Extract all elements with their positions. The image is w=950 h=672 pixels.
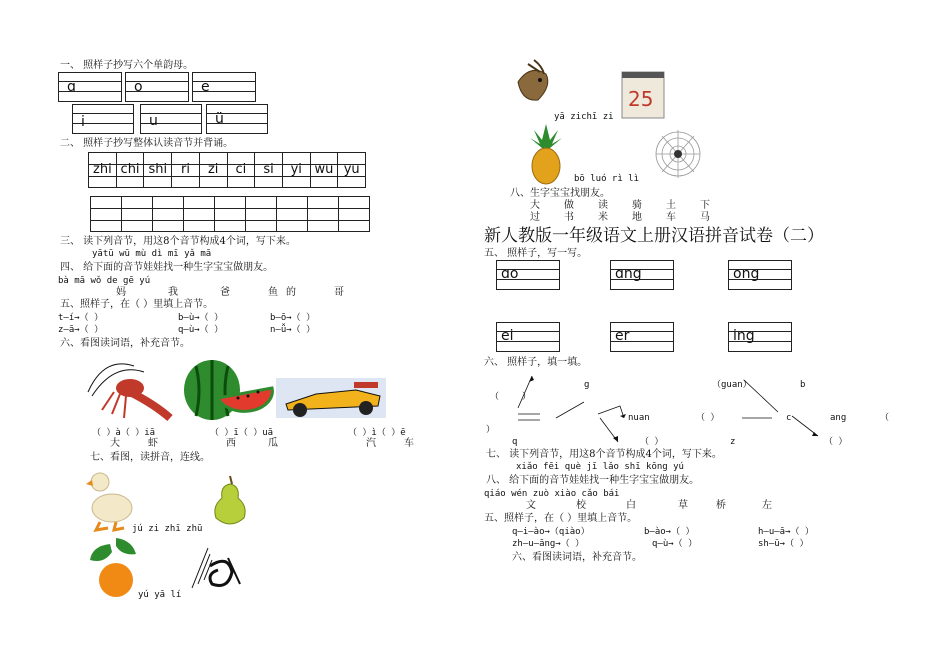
orange-picture (88, 534, 140, 600)
fill-item: q—i—ào→（qiào） (512, 527, 590, 537)
final-sample: ei (501, 328, 514, 344)
image-pinyin-label: bō luó rì lì (574, 174, 640, 184)
word-char: 车 (404, 438, 414, 449)
syllable-cell: wu (311, 153, 339, 187)
char-friend: 土 (666, 200, 676, 211)
section-3-title: 三、 读下列音节，用这8个音节构成4个词，写下来。 (60, 236, 296, 247)
char-option: 草 (678, 500, 688, 511)
char-option: 白 (626, 500, 636, 511)
spider-picture (188, 544, 244, 594)
writing-grid (125, 72, 189, 102)
char-option: 的 (286, 287, 296, 298)
section-1-title: 一、 照样子抄写六个单韵母。 (60, 60, 194, 71)
char-friend: 车 (666, 212, 676, 223)
race-car-picture (276, 374, 388, 420)
fill-item: b—ō→（ ） (270, 313, 316, 323)
spider-web-picture (654, 124, 702, 186)
section-6-title: 六、看图读词语，补充音节。 (60, 338, 190, 349)
writing-grid (728, 260, 792, 290)
calendar-picture (620, 60, 668, 120)
diagram-paren: ） (486, 425, 496, 435)
final-sample: ɑng (615, 266, 642, 282)
word-char: 瓜 (268, 438, 278, 449)
char-option: 哥 (334, 287, 344, 298)
diagram-paren: ） (522, 392, 532, 402)
char-friend: 地 (632, 212, 642, 223)
section-7-title: 七、看图，读拼音，连线。 (90, 452, 210, 463)
word-char: 西 (226, 438, 236, 449)
section-4-pinyin: bà mā wǒ de gē yú (58, 276, 151, 286)
fill-item: h—u—ā→（ ） (758, 527, 814, 537)
char-friend: 马 (700, 212, 710, 223)
fill-item: q—ù→（ ） (652, 539, 698, 549)
pineapple-picture (524, 122, 568, 186)
diagram-b: b (800, 380, 806, 390)
char-option: 桥 (716, 500, 726, 511)
blank-pinyin: （ ）ī（ ）uā (210, 428, 274, 438)
char-friend: 骑 (632, 200, 642, 211)
writing-grid (496, 260, 560, 290)
r-section-10-title: 六、看图读词语，补充音节。 (512, 552, 642, 563)
diagram-z: z (730, 437, 736, 447)
char-option: 鱼 (268, 287, 278, 298)
char-friend: 米 (598, 212, 608, 223)
paper-title: 新人教版一年级语文上册汉语拼音试卷（二） (484, 226, 824, 246)
vowel-sample: u (149, 113, 158, 129)
image-pinyin-label: yā zichī zi (554, 112, 614, 122)
char-friend: 做 (564, 200, 574, 211)
syllable-cell: shi (144, 153, 172, 187)
syllable-cell: zhi (89, 153, 117, 187)
duck-picture (86, 466, 138, 532)
syllable-cell: yi (283, 153, 311, 187)
writing-grid (610, 260, 674, 290)
diagram-paren: （ ） (640, 437, 664, 447)
diagram-paren: （ ） (824, 437, 848, 447)
diagram-q: q (512, 437, 518, 447)
char-option: 妈 (116, 287, 126, 298)
r-section-5-title: 五、 照样子，写一写。 (484, 248, 588, 259)
vowel-sample: ü (215, 111, 224, 127)
fill-item: zh—u—āng→（ ） (512, 539, 585, 549)
char-option: 爸 (220, 287, 230, 298)
section-5-title: 五、照样子，在（ ）里填上音节。 (60, 299, 214, 310)
diagram-g: g (584, 380, 590, 390)
svg-text:25: 25 (628, 87, 654, 111)
char-friend: 下 (700, 200, 710, 211)
r-section-7-pinyin: xiǎo fēi què jī lǎo shī kōng yú (516, 462, 684, 472)
syllable-cell: ci (228, 153, 256, 187)
fish-picture (508, 56, 556, 112)
vowel-sample: o (134, 79, 143, 95)
r-section-8-title: 八、 给下面的音节娃娃找一种生字宝宝做朋友。 (486, 475, 700, 486)
char-friend: 书 (564, 212, 574, 223)
diagram-nuan: nuan (628, 413, 650, 423)
diagram-ang: ang (830, 413, 847, 423)
fill-item: sh—ū→（ ） (758, 539, 809, 549)
pear-picture (208, 472, 252, 528)
blank-pinyin: （ ）ì（ ）ē (348, 428, 406, 438)
r-section-8-pinyin: qiáo wén zuò xiào cǎo bái (484, 489, 620, 499)
diagram-paren: （ ） (696, 413, 720, 423)
fill-item: b—ù→（ ） (178, 313, 224, 323)
syllable-grid (88, 152, 366, 188)
final-sample: er (615, 328, 630, 344)
shrimp-picture (84, 352, 180, 426)
section-2-title: 二、 照样子抄写整体认读音节并背诵。 (60, 138, 234, 149)
diagram-guan: （guan） (712, 380, 752, 390)
fill-item: b—ào→（ ） (644, 527, 695, 537)
match-label: jú zi zhī zhū (132, 524, 203, 534)
watermelon-picture (182, 358, 274, 426)
writing-grid (58, 72, 122, 102)
syllable-cell: si (255, 153, 283, 187)
writing-grid (496, 322, 560, 352)
writing-grid (72, 104, 134, 134)
writing-grid (206, 104, 268, 134)
final-sample: ing (733, 328, 755, 344)
diagram-c: c (786, 413, 792, 423)
section-8-title: 八、生字宝宝找朋友。 (510, 188, 610, 199)
char-option: 校 (576, 500, 586, 511)
writing-grid (140, 104, 202, 134)
word-char: 虾 (148, 438, 158, 449)
char-friend: 大 (530, 200, 540, 211)
fill-item: q—ù→（ ） (178, 325, 224, 335)
fill-item: z—ā→（ ） (58, 325, 104, 335)
fill-item: n—ǚ→（ ） (270, 325, 316, 335)
blank-pinyin: （ ）à（ ）iā (92, 428, 156, 438)
char-friend: 过 (530, 212, 540, 223)
section-4-title: 四、 给下面的音节娃娃找一种生字宝宝做朋友。 (60, 262, 274, 273)
char-friend: 读 (598, 200, 608, 211)
writing-grid (192, 72, 256, 102)
diagram-paren: （ (880, 413, 890, 423)
vowel-sample: ɑ (67, 79, 76, 95)
char-option: 我 (168, 287, 178, 298)
char-option: 文 (526, 500, 536, 511)
section-3-pinyin: yātū wū mù dì mī yǎ mā (92, 249, 212, 259)
word-char: 大 (110, 438, 120, 449)
match-label: yú yā lí (138, 590, 182, 600)
fill-item: t—í→（ ） (58, 313, 104, 323)
vowel-sample: e (201, 79, 210, 95)
blank-writing-grid (90, 196, 370, 232)
vowel-sample: i (81, 114, 85, 130)
final-sample: ong (733, 266, 760, 282)
final-sample: ɑo (501, 266, 519, 282)
syllable-cell: yu (343, 162, 360, 177)
writing-grid (728, 322, 792, 352)
word-char: 汽 (366, 438, 376, 449)
diagram-paren: （ (490, 392, 500, 402)
syllable-cell: zi (200, 153, 228, 187)
syllable-cell: ri (172, 153, 200, 187)
r-section-7-title: 七、 读下列音节，用这8个音节构成4个词，写下来。 (486, 449, 722, 460)
char-option: 左 (762, 500, 772, 511)
r-section-6-title: 六、 照样子，填一填。 (484, 357, 588, 368)
syllable-cell: chi (117, 153, 145, 187)
r-section-9-title: 五、照样子，在（ ）里填上音节。 (484, 513, 638, 524)
writing-grid (610, 322, 674, 352)
